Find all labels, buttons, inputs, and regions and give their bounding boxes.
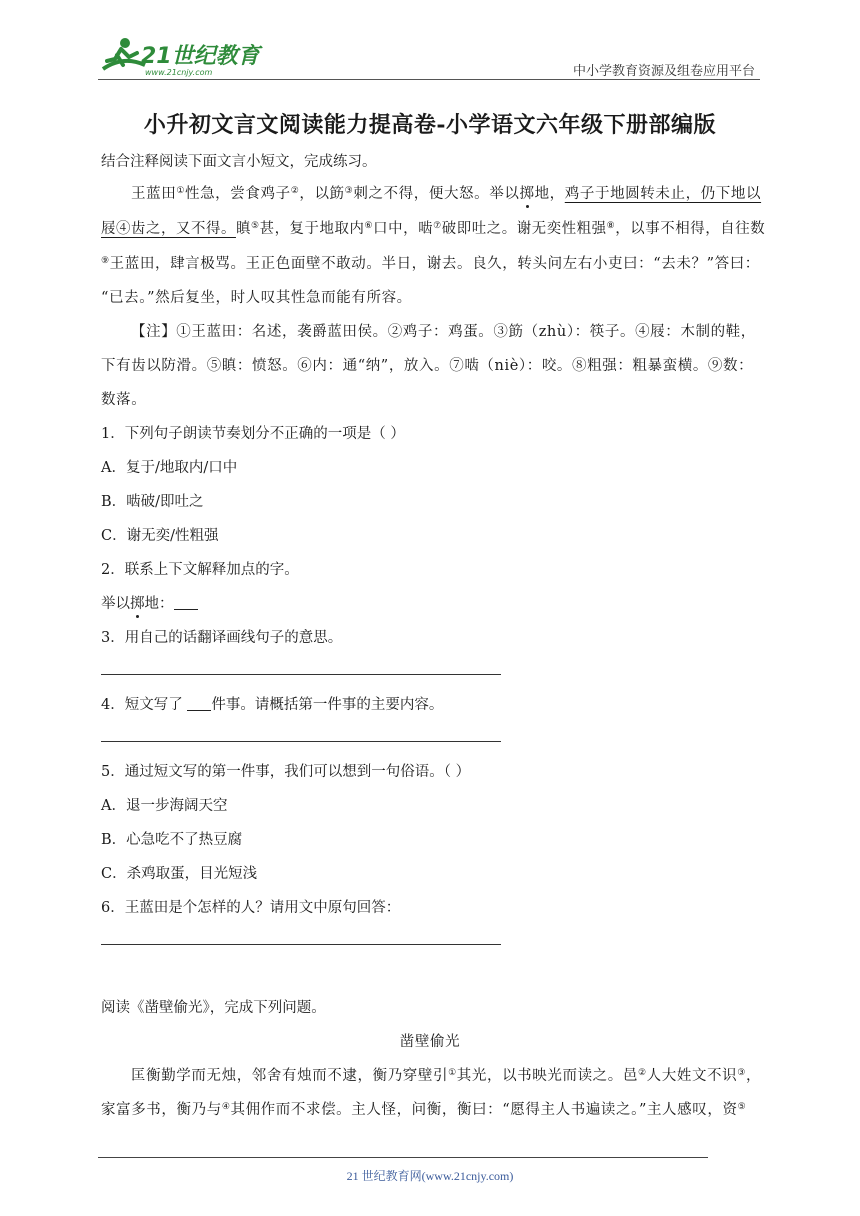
passage1-intro: 结合注释阅读下面文言小短文，完成练习。 [101, 154, 377, 170]
passage2-title: 凿壁偷光 [399, 1034, 461, 1050]
passage2-line2: 家富多书，衡乃与④其佣作而不求偿。主人怪，问衡，衡曰：“愿得主人书遍读之。”主人感叹，资⑤ [101, 1102, 747, 1118]
passage2-line1: 匡衡勤学而无烛，邻舍有烛而不逮，衡乃穿壁引①其光，以书映光而读之。邑②人大姓文不识③， [131, 1068, 762, 1084]
notes-line3: 数落。 [101, 392, 147, 408]
site-logo [93, 35, 263, 79]
logo-url: www.21cnjy.com [145, 68, 213, 77]
question-5-option-b[interactable]: B．心急吃不了热豆腐 [101, 832, 243, 848]
question-5: 5．通过短文写的第一件事，我们可以想到一句俗语。（ ） [101, 764, 471, 780]
passage2-intro: 阅读《凿壁偷光》，完成下列问题。 [101, 1000, 326, 1016]
header-divider [98, 79, 760, 80]
notes-line2: 下有齿以防滑。⑤瞋：愤怒。⑥内：通“纳”，放入。⑦啮（niè）：咬。⑧粗强：粗暴蛮横。⑨数： [101, 358, 754, 374]
question-2-item: 举以掷地： [101, 592, 198, 613]
answer-blank[interactable] [187, 696, 211, 711]
question-1-option-c[interactable]: C．谢无奕/性粗强 [101, 528, 219, 544]
runner-logo-icon [93, 35, 263, 79]
dotted-char: 掷 [519, 186, 535, 202]
underlined-sentence-end: 屐④齿之，又不得。 [101, 221, 236, 237]
footer-divider [98, 1157, 708, 1158]
question-2: 2．联系上下文解释加点的字。 [101, 562, 299, 578]
notes-line1: 【注】①王蓝田：名述，袭爵蓝田侯。②鸡子：鸡蛋。③筯（zhù）：筷子。④屐：木制的鞋， [131, 324, 756, 340]
question-1-option-a[interactable]: A．复于/地取内/口中 [101, 460, 238, 476]
question-3: 3．用自己的话翻译画线句子的意思。 [101, 630, 343, 646]
answer-line-q4[interactable] [101, 741, 501, 742]
passage1-line2: 屐④齿之，又不得。瞋⑤甚，复于地取内⑥口中，啮⑦破即吐之。谢无奕性粗强⑧，以事不相得，自往数 [101, 221, 766, 237]
platform-name: 中小学教育资源及组卷应用平台 [572, 64, 755, 79]
answer-line-q3[interactable] [101, 674, 501, 675]
underlined-sentence: 鸡子于地圆转未止，仍下地以 [564, 186, 762, 202]
page-title: 小升初文言文阅读能力提高卷-小学语文六年级下册部编版 [143, 112, 717, 138]
passage1-line4: “已去。”然后复坐，时人叹其性急而能有所容。 [101, 290, 412, 306]
footer-link[interactable]: 21 世纪教育网(www.21cnjy.com) [346, 1169, 514, 1183]
question-5-option-a[interactable]: A．退一步海阔天空 [101, 798, 228, 814]
answer-blank[interactable] [174, 595, 198, 610]
question-5-option-c[interactable]: C．杀鸡取蛋，目光短浅 [101, 866, 258, 882]
question-4: 4．短文写了 件事。请概括第一件事的主要内容。 [101, 697, 444, 713]
question-6: 6．王蓝田是个怎样的人？请用文中原句回答： [101, 900, 401, 916]
answer-line-q6[interactable] [101, 944, 501, 945]
logo-text: 21世纪教育 [141, 44, 260, 69]
passage1-line1: 王蓝田①性急，尝食鸡子②，以筯③刺之不得，便大怒。举以掷地，鸡子于地圆转未止，仍下地以 [131, 186, 762, 202]
question-1-option-b[interactable]: B．啮破/即吐之 [101, 494, 204, 510]
question-1: 1．下列句子朗读节奏划分不正确的一项是（ ） [101, 426, 405, 442]
passage1-line3: ⑨王蓝田，肆言极骂。王正色面壁不敢动。半日，谢去。良久，转头问左右小吏曰：“去未？”答曰： [101, 256, 760, 272]
